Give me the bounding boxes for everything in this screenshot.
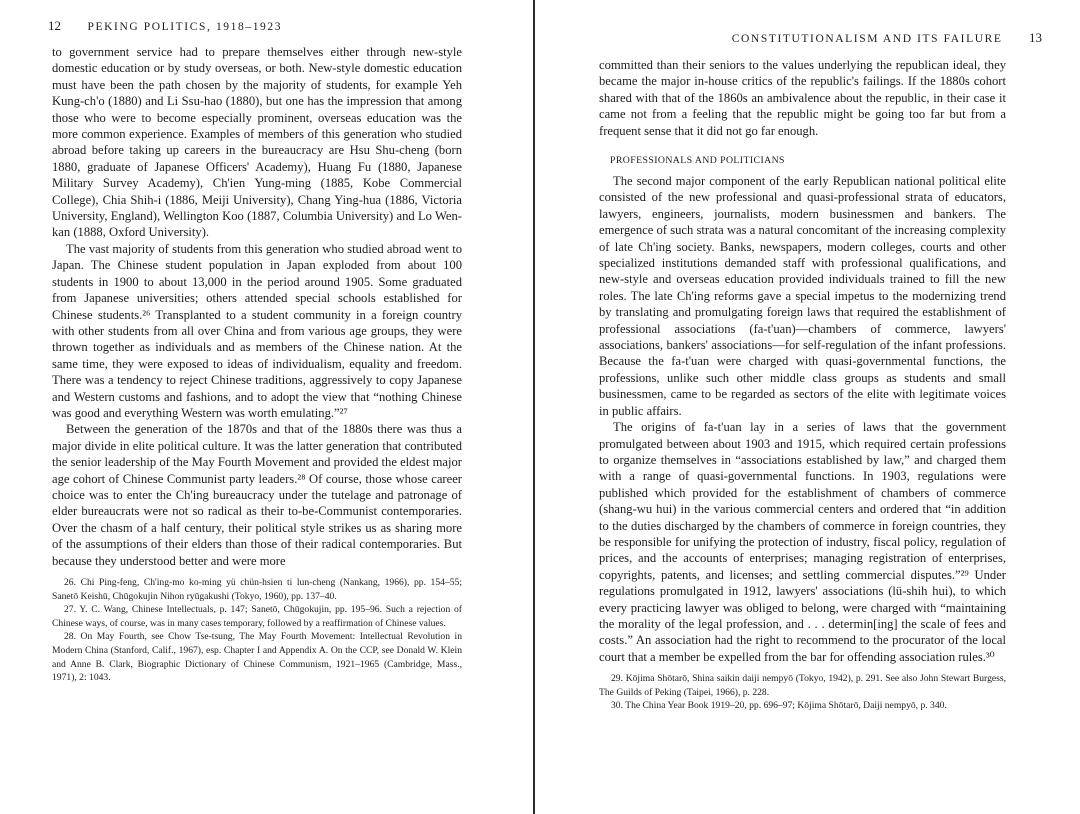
footnote: 26. Chi Ping-feng, Ch'ing-mo ko-ming yü chün-hsien ti lun-cheng (Nankang, 1966), pp. 154–55; Sanetō Keishū, Chūgokujin Nihon ryūgakushi (Tokyo, 1960), pp. 137–40. [52,577,462,602]
footnote: 27. Y. C. Wang, Chinese Intellectuals, p. 147; Sanetō, Chūgokujin, pp. 195–96. Such a rejection of Chinese ways, of course, was in many cases temporary, followed by a reaffirmation of Chinese values. [52,604,462,629]
left-running-head-title: PEKING POLITICS, 1918–1923 [87,21,283,33]
footnote: 29. Kōjima Shōtarō, Shina saikin daiji nempyō (Tokyo, 1942), p. 291. See also John Stewart Burgess, The Guilds of Peking (Taipei, 1966), p. 228. [599,673,1006,698]
left-running-head [48,18,282,34]
right-running-head [732,30,1042,46]
footnote: 28. On May Fourth, see Chow Tse-tsung, The May Fourth Movement: Intellectual Revolution in Modern China (Stanford, Calif., 1967), esp. Chapter I and Appendix A. On the CCP, see Donald W. Klein and Anne B. Clark, Biographic Dictionary of Chinese Communism, 1921–1965 (Cambridge, Mass., 1971), 2: 1043. [52,631,462,684]
body-paragraph: The origins of fa-t'uan lay in a series of laws that the government promulgated between about 1903 and 1915, which required certain professions to organize themselves in “associations established by law,” and charged them with a range of quasi-governmental functions. In 1903, regulations were published which provided for the establishment of chambers of commerce (shang-wu hui) in the various commercial centers and ordered that “in addition to the duties discharged by the chambers of commerce in foreign countries, they be responsible for unifying the protection of industry, fiscal policy, regulation of prices, and the accounts of enterprises; managing registration of enterprises, copyrights, patents, and licenses; and settling commercial disputes.”²⁹ Under regulations promulgated in 1912, lawyers' associations (lü-shih hui), to which every practicing lawyer was obliged to belong, were charged with “maintaining the morality of the legal profession, and . . . determin[ing] the scale of fees and costs.” An association had the right to recommend to the procurator of the local court that a member be expelled from the bar for offending association rules.³⁰ [599,420,1006,664]
body-paragraph: committed than their seniors to the values underlying the republican ideal, they became the major in-house critics of the republic's failings. If the 1880s cohort shared with that of the 1860s an ambivalence about the republic, in their case it came not from a feeling that the republic might be going too far but from a frequent sense that it did not go far enough. [599,58,1006,138]
body-paragraph: The second major component of the early Republican national political elite consisted of the new professional and quasi-professional strata of educators, lawyers, engineers, journalists, modern businessmen and bankers. The emergence of such strata was a natural concomitant of the increasing complexity of late Ch'ing society. Banks, newspapers, modern colleges, courts and other specialized institutions demanded staff with professional qualifications, and new-style and overseas education provided individuals trained to fill the new roles. The late Ch'ing reforms gave a special impetus to the modernizing trend by translating and promulgating foreign laws that required the establishment of professional associations (fa-t'uan)—chambers of commerce, lawyers' associations, bankers' associations—for self-regulation of the infant professions. Because the fa-t'uan were charged with quasi-governmental functions, the professions, unlike such other middle class groups as students and small businessmen, came to be regarded as sectors of the elite with legitimate voices in public affairs. [599,174,1006,418]
body-paragraph: The vast majority of students from this generation who studied abroad went to Japan. The Chinese student population in Japan exploded from about 100 students in 1900 to about 13,000 in the period around 1905. Some graduated from Japanese universities; others attended special schools established for Chinese students.²⁶ Transplanted to a student community in a foreign country with other students from all over China and from various age groups, they were thrown together as individuals and as members of the Chinese nation. At the same time, they were exposed to ideas of individualism, equality and freedom. There was a tendency to reject Chinese traditions, aggressively to copy Japanese and Western customs and fashions, and to adopt the view that “nothing Chinese was good and everything Western was worth emulating.”²⁷ [52,241,462,420]
body-paragraph: Between the generation of the 1870s and that of the 1880s there was thus a major divide in elite political culture. It was the latter generation that contributed the senior leadership of the May Fourth Movement and provided the eldest major age cohort of Chinese Communist party leaders.²⁸ Of course, those whose career choice was to enter the Ch'ing bureaucracy under the tutelage and patronage of elder bureaucrats were not so radical as their to-be-Communist contemporaries. Over the chasm of a half century, their political style strikes us as sharing more of the assumptions of their elders than those of their radical contemporaries. But because they understood better and were more [52,422,462,568]
right-body [599,173,1006,665]
left-page-number: 12 [48,18,61,33]
right-footnotes [599,672,1006,713]
right-page-number: 13 [1029,30,1042,45]
right-running-head-title: CONSTITUTIONALISM AND ITS FAILURE [731,33,1003,45]
footnote: 30. The China Year Book 1919–20, pp. 696–97; Kōjima Shōtarō, Daiji nempyō, p. 340. [611,700,947,712]
right-body-top [599,57,1006,139]
left-footnotes [52,576,462,685]
section-subheading: PROFESSIONALS AND POLITICIANS [610,155,785,166]
page-gutter [533,0,535,814]
left-body [52,44,462,569]
body-paragraph: to government service had to prepare themselves either through new-style domestic education or by study overseas, or both. New-style domestic education must have been the path chosen by the majority of students, for example Yeh Kung-ch'o (1880) and Li Ssu-hao (1880), but one has the impression that among those who were to become especially prominent, overseas education was the more common experience. Examples of members of this generation who studied abroad before taking up careers in the bureaucracy are Hsu Shu-cheng (born 1880, graduate of Japanese Officers' Academy), Huang Fu (1880, Japanese Military Survey Academy), Ch'ien Yung-ming (1885, Kobe Commercial College), Chia Shih-i (1886, Meiji University), Chang Ying-hua (1886, Victoria University, England), Wellington Koo (1887, Columbia University) and Lo Wen-kan (1888, Oxford University). [52,45,462,240]
right-page [536,0,1080,814]
left-page [0,0,534,814]
